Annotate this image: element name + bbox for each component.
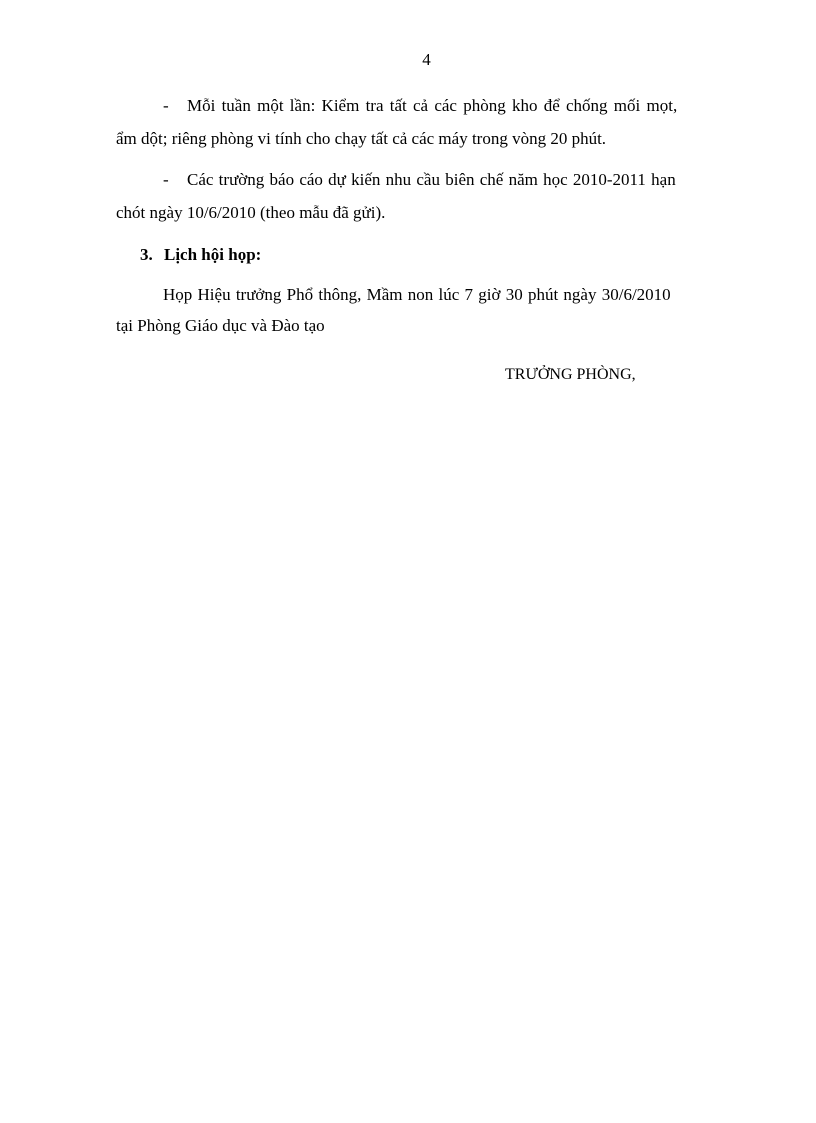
section-heading — [140, 245, 261, 265]
bullet-dash: - — [163, 170, 169, 189]
bullet-1-first-line — [163, 96, 738, 116]
meeting-text-line1: Họp Hiệu trưởng Phổ thông, Mầm non lúc 7 giờ 30 phút ngày 30/6/2010 — [163, 285, 671, 304]
section-title: Lịch hội họp: — [164, 245, 262, 264]
section-number: 3. — [140, 245, 153, 264]
bullet-2-second-line: chót ngày 10/6/2010 (theo mẫu đã gửi). — [116, 203, 386, 222]
bullet-1-second-line: ẩm dột; riêng phòng vi tính cho chạy tất cả các máy trong vòng 20 phút. — [116, 129, 607, 148]
bullet-2-text-line1: Các trường báo cáo dự kiến nhu cầu biên chế năm học 2010-2011 hạn — [187, 170, 676, 189]
meeting-text-line2: tại Phòng Giáo dục và Đào tạo — [116, 316, 325, 335]
bullet-dash: - — [163, 96, 169, 115]
page-number: 4 — [422, 50, 431, 69]
signature-title: TRƯỞNG PHÒNG, — [505, 366, 636, 383]
bullet-2-first-line — [163, 170, 738, 190]
bullet-1-text-line1: Mỗi tuần một lần: Kiểm tra tất cả các phòng kho để chống mối mọt, — [187, 96, 678, 115]
